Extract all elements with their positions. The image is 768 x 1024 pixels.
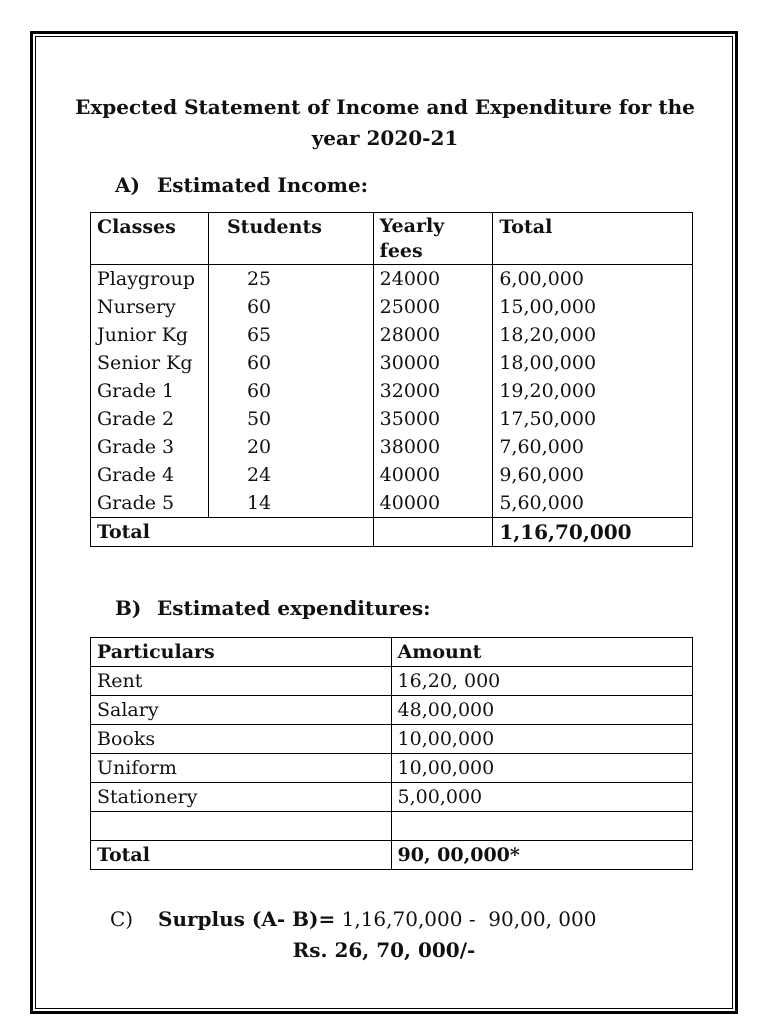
cell-class: Senior Kg [91,349,209,377]
income-header-row [91,213,693,265]
income-total-value: 1,16,70,000 [493,518,693,547]
section-c-letter: C) [110,907,134,931]
cell-particular: Salary [91,696,392,725]
cell-total: 6,00,000 [493,265,693,294]
table-row [91,754,693,783]
table-row [91,725,693,754]
cell-class: Grade 2 [91,405,209,433]
cell-students: 50 [208,405,373,433]
cell-class: Grade 1 [91,377,209,405]
cell-students: 25 [208,265,373,294]
cell-fees: 30000 [373,349,493,377]
income-total-empty [373,518,493,547]
table-row [91,433,693,461]
cell-amount: 48,00,000 [391,696,692,725]
section-b-letter: B) [115,596,142,620]
header-students: Students [208,213,373,265]
cell-total: 17,50,000 [493,405,693,433]
cell-empty [91,812,392,841]
cell-students: 20 [208,433,373,461]
cell-total: 7,60,000 [493,433,693,461]
expenditure-total-row [91,841,693,870]
cell-class: Grade 4 [91,461,209,489]
cell-total: 18,00,000 [493,349,693,377]
section-a-heading [115,172,368,198]
cell-students: 65 [208,321,373,349]
table-row [91,349,693,377]
cell-total: 18,20,000 [493,321,693,349]
table-row [91,265,693,294]
header-particulars: Particulars [91,638,392,667]
table-row [91,293,693,321]
cell-particular: Stationery [91,783,392,812]
table-row-empty [91,812,693,841]
section-b-title: Estimated expenditures: [157,596,431,620]
cell-students: 60 [208,349,373,377]
cell-class: Grade 3 [91,433,209,461]
expenditure-total-label: Total [91,841,392,870]
income-table [90,212,693,547]
cell-class: Playgroup [91,265,209,294]
document-title: Expected Statement of Income and Expenditure for the year 2020-21 [75,95,695,150]
cell-students: 24 [208,461,373,489]
table-row [91,696,693,725]
surplus-result: Rs. 26, 70, 000/- [292,938,476,962]
table-row [91,377,693,405]
expenditure-total-value: 90, 00,000* [391,841,692,870]
section-a-letter: A) [115,173,140,197]
cell-class: Nursery [91,293,209,321]
cell-total: 19,20,000 [493,377,693,405]
cell-total: 15,00,000 [493,293,693,321]
income-total-row [91,518,693,547]
cell-fees: 32000 [373,377,493,405]
surplus-expression: 1,16,70,000 - 90,00, 000 [335,907,597,931]
cell-fees: 40000 [373,461,493,489]
cell-amount: 10,00,000 [391,725,692,754]
expenditure-table [90,637,693,870]
cell-amount: 5,00,000 [391,783,692,812]
section-b-heading [115,595,431,621]
cell-empty [391,812,692,841]
expenditure-header-row [91,638,693,667]
surplus-label: Surplus (A- B)= [158,907,336,931]
income-total-label: Total [91,518,374,547]
cell-fees: 35000 [373,405,493,433]
cell-fees: 38000 [373,433,493,461]
cell-fees: 40000 [373,489,493,518]
cell-particular: Uniform [91,754,392,783]
cell-amount: 10,00,000 [391,754,692,783]
cell-total: 5,60,000 [493,489,693,518]
header-amount: Amount [391,638,692,667]
table-row [91,783,693,812]
cell-amount: 16,20, 000 [391,667,692,696]
cell-fees: 24000 [373,265,493,294]
cell-class: Grade 5 [91,489,209,518]
table-row [91,405,693,433]
cell-students: 60 [208,377,373,405]
cell-students: 60 [208,293,373,321]
table-row [91,321,693,349]
table-row [91,667,693,696]
header-yearly-fees: Yearly fees [373,213,493,265]
section-a-title: Estimated Income: [157,173,369,197]
cell-total: 9,60,000 [493,461,693,489]
cell-class: Junior Kg [91,321,209,349]
cell-fees: 28000 [373,321,493,349]
table-row [91,461,693,489]
cell-fees: 25000 [373,293,493,321]
header-classes: Classes [91,213,209,265]
surplus-line [110,905,596,933]
header-total: Total [493,213,693,265]
cell-students: 14 [208,489,373,518]
cell-particular: Rent [91,667,392,696]
cell-particular: Books [91,725,392,754]
table-row [91,489,693,518]
